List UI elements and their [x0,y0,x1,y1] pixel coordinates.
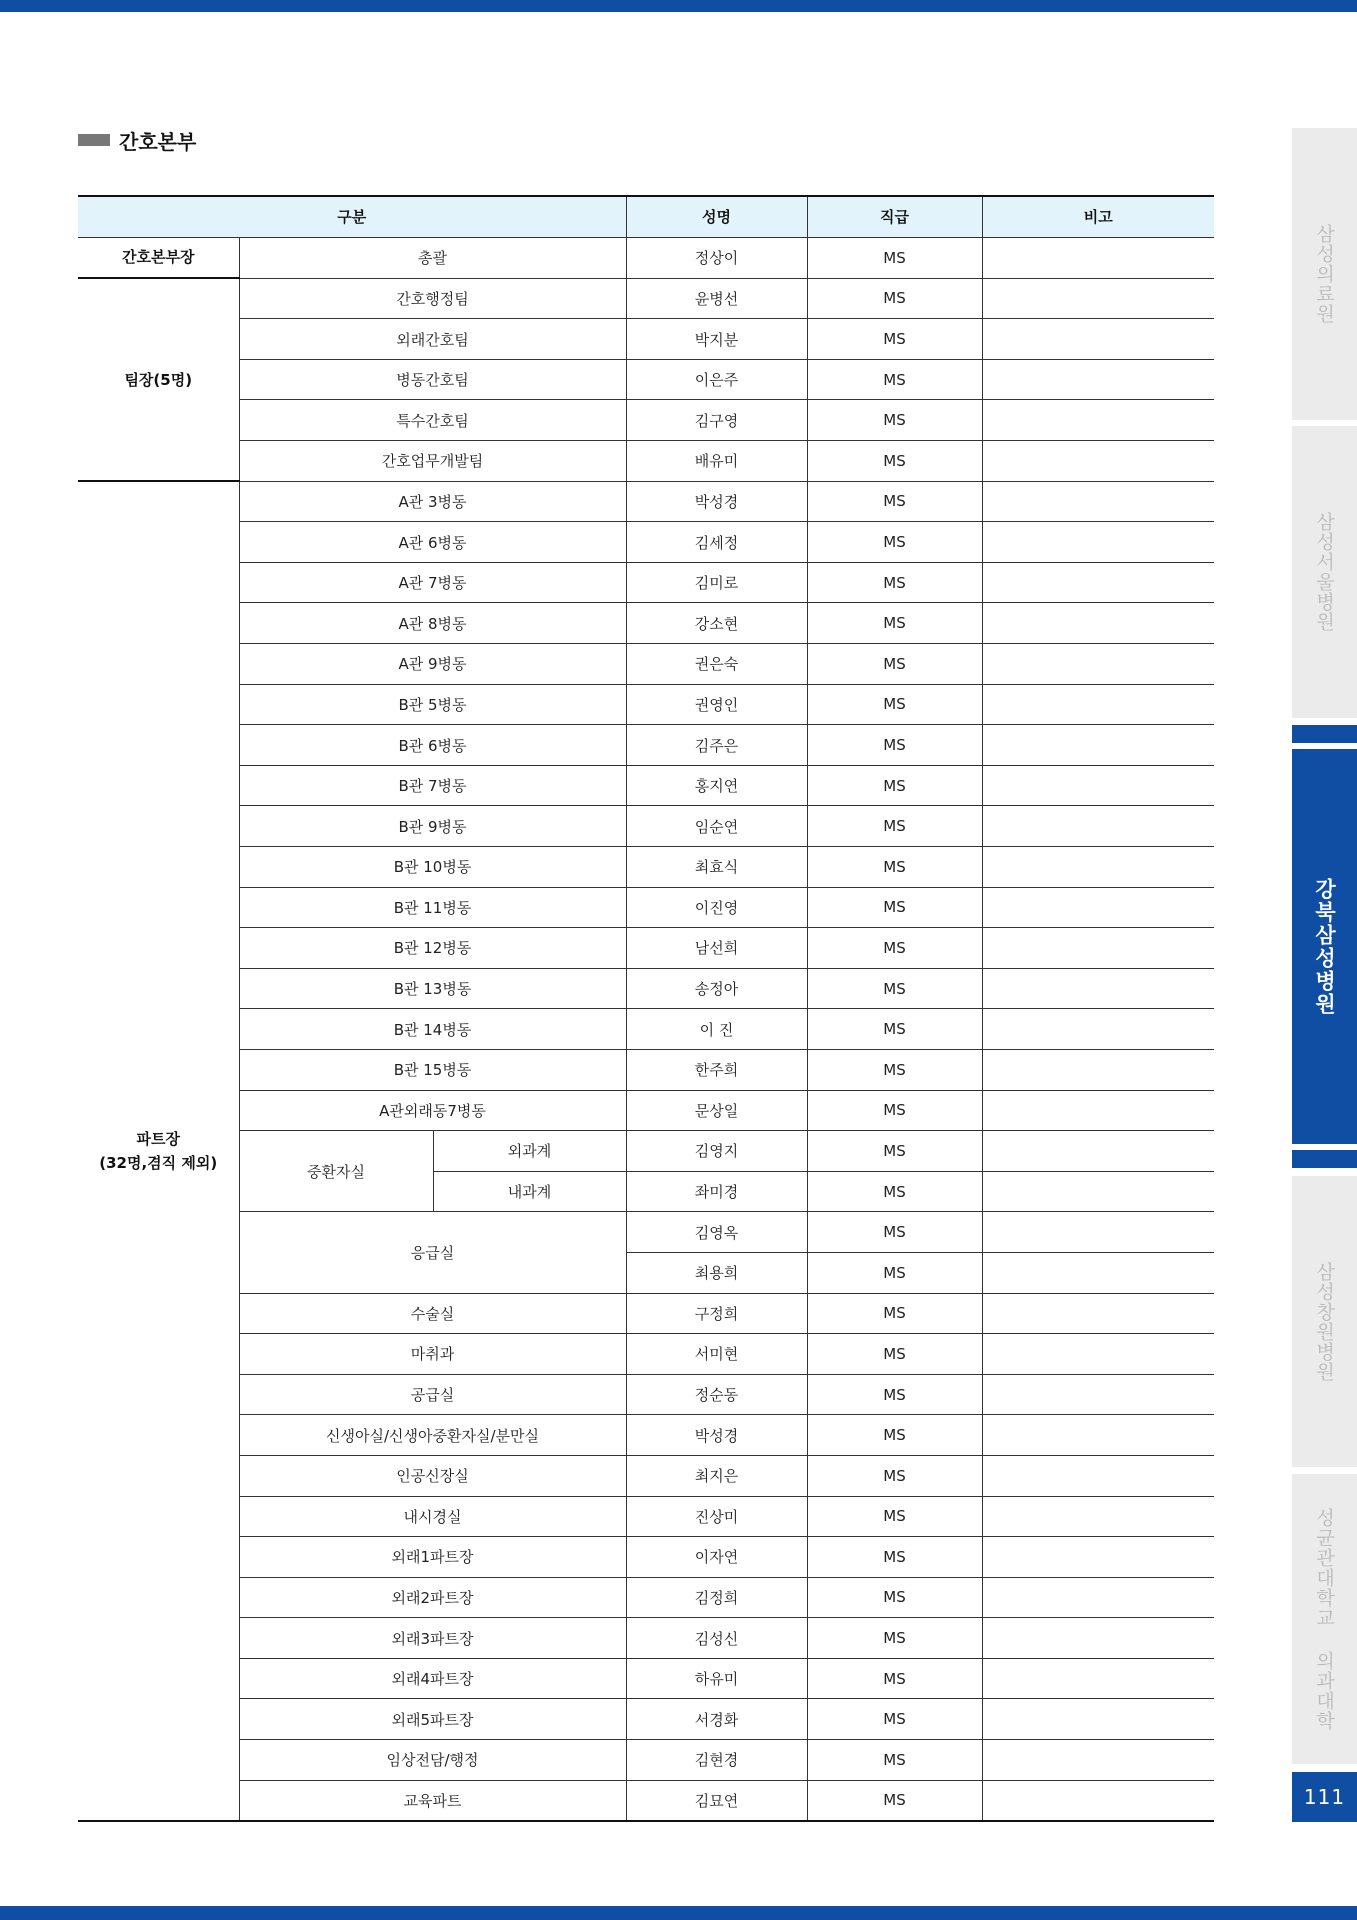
note-cell [982,237,1214,278]
grade-cell: MS [807,1740,982,1781]
unit-cell: 신생아실/신생아중환자실/분만실 [239,1415,626,1456]
active-tab-accent-bottom [1292,1150,1357,1168]
name-cell: 남선희 [626,928,807,969]
note-cell [982,319,1214,360]
side-tab-label: 강북삼성병원 [1312,877,1337,1016]
unit-cell: B관 13병동 [239,968,626,1009]
unit-cell: 특수간호팀 [239,400,626,441]
unit-group-er: 응급실 [239,1212,626,1293]
note-cell [982,481,1214,522]
unit-cell: B관 9병동 [239,806,626,847]
grade-cell: MS [807,1699,982,1740]
subunit-cell: 외과계 [433,1131,626,1172]
unit-cell: A관외래동7병동 [239,1090,626,1131]
table-row [78,847,1214,888]
grade-cell: MS [807,847,982,888]
name-cell: 김영지 [626,1131,807,1172]
grade-cell: MS [807,644,982,685]
note-cell [982,1740,1214,1781]
unit-cell: 외래3파트장 [239,1618,626,1659]
name-cell: 권은숙 [626,644,807,685]
unit-cell: 임상전담/행정 [239,1740,626,1781]
unit-cell: 내시경실 [239,1496,626,1537]
name-cell: 문상일 [626,1090,807,1131]
note-cell [982,1415,1214,1456]
note-cell [982,1090,1214,1131]
name-cell: 정상이 [626,237,807,278]
note-cell [982,441,1214,482]
table-row [78,928,1214,969]
unit-cell: 수술실 [239,1293,626,1334]
table-row [78,644,1214,685]
unit-cell: 총괄 [239,237,626,278]
grade-cell: MS [807,1252,982,1293]
unit-cell: A관 9병동 [239,644,626,685]
name-cell: 진상미 [626,1496,807,1537]
name-cell: 구정희 [626,1293,807,1334]
grade-cell: MS [807,278,982,319]
name-cell: 김미로 [626,562,807,603]
note-cell [982,1780,1214,1821]
table-row [78,1090,1214,1131]
note-cell [982,562,1214,603]
name-cell: 박지분 [626,319,807,360]
table-row [78,1658,1214,1699]
grade-cell: MS [807,1780,982,1821]
unit-cell: B관 10병동 [239,847,626,888]
side-tab-label: 삼성의료원 [1313,224,1335,324]
side-tab-samsung-changwon-hospital[interactable] [1292,1176,1357,1467]
name-cell: 김성신 [626,1618,807,1659]
unit-cell: 간호행정팀 [239,278,626,319]
table-row [78,522,1214,563]
active-tab-accent-top [1292,725,1357,743]
name-cell: 강소현 [626,603,807,644]
unit-cell: 병동간호팀 [239,359,626,400]
table-row [78,1699,1214,1740]
grade-cell: MS [807,1618,982,1659]
grade-cell: MS [807,1577,982,1618]
name-cell: 홍지연 [626,765,807,806]
table-header-row [78,196,1214,237]
unit-cell: 간호업무개발팀 [239,441,626,482]
note-cell [982,1212,1214,1253]
note-cell [982,1334,1214,1375]
table-row [78,1780,1214,1821]
name-cell: 권영인 [626,684,807,725]
grade-cell: MS [807,1212,982,1253]
grade-cell: MS [807,1334,982,1375]
table-row [78,1049,1214,1090]
unit-cell: 외래5파트장 [239,1699,626,1740]
note-cell [982,400,1214,441]
grade-cell: MS [807,359,982,400]
grade-cell: MS [807,562,982,603]
table-row [78,359,1214,400]
note-cell [982,1009,1214,1050]
table-row [78,725,1214,766]
grade-cell: MS [807,1171,982,1212]
name-cell: 임순연 [626,806,807,847]
table-row [78,968,1214,1009]
table-row [78,1334,1214,1375]
name-cell: 이은주 [626,359,807,400]
bottom-accent-bar [0,1906,1357,1920]
table-row [78,1374,1214,1415]
subunit-cell: 내과계 [433,1171,626,1212]
unit-cell: 마취과 [239,1334,626,1375]
note-cell [982,1537,1214,1578]
unit-cell: B관 6병동 [239,725,626,766]
grade-cell: MS [807,684,982,725]
grade-cell: MS [807,968,982,1009]
note-cell [982,1131,1214,1172]
grade-cell: MS [807,1049,982,1090]
note-cell [982,603,1214,644]
grade-cell: MS [807,1455,982,1496]
note-cell [982,1496,1214,1537]
name-cell: 김세정 [626,522,807,563]
name-cell: 하유미 [626,1658,807,1699]
table-row [78,1740,1214,1781]
unit-cell: B관 11병동 [239,887,626,928]
nursing-staff-table [78,195,1214,1822]
name-cell: 최용희 [626,1252,807,1293]
name-cell: 배유미 [626,441,807,482]
table-row [78,237,1214,278]
group-team-leaders-label: 팀장(5명) [124,370,193,389]
note-cell [982,359,1214,400]
note-cell [982,278,1214,319]
note-cell [982,806,1214,847]
group-head: 간호본부장 [78,237,239,278]
table-row [78,562,1214,603]
unit-cell: 교육파트 [239,1780,626,1821]
header-category: 구분 [78,196,626,237]
grade-cell: MS [807,319,982,360]
unit-cell: B관 12병동 [239,928,626,969]
unit-cell: B관 7병동 [239,765,626,806]
group-team-leaders [78,278,239,481]
grade-cell: MS [807,1537,982,1578]
grade-cell: MS [807,1496,982,1537]
name-cell: 송정아 [626,968,807,1009]
section-heading [78,124,196,156]
name-cell: 김구영 [626,400,807,441]
grade-cell: MS [807,237,982,278]
table-row [78,1537,1214,1578]
unit-cell: B관 14병동 [239,1009,626,1050]
name-cell: 한주희 [626,1049,807,1090]
table-row [78,1618,1214,1659]
table-row [78,887,1214,928]
grade-cell: MS [807,1415,982,1456]
note-cell [982,1049,1214,1090]
table-row [78,806,1214,847]
grade-cell: MS [807,928,982,969]
grade-cell: MS [807,1131,982,1172]
table-row [78,1496,1214,1537]
note-cell [982,684,1214,725]
table-row [78,765,1214,806]
unit-group-icu: 중환자실 [239,1131,433,1212]
group-part-leaders [78,481,239,1821]
table-row [78,603,1214,644]
note-cell [982,522,1214,563]
side-tab-label: 삼성창원병원 [1313,1261,1335,1382]
header-name: 성명 [626,196,807,237]
side-tab-skku-medicine[interactable] [1292,1474,1357,1764]
note-cell [982,887,1214,928]
table-row [78,319,1214,360]
side-tab-samsung-seoul-hospital[interactable] [1292,426,1357,718]
grade-cell: MS [807,1658,982,1699]
table-row [78,684,1214,725]
name-cell: 박성경 [626,1415,807,1456]
name-cell: 이자연 [626,1537,807,1578]
name-cell: 정순동 [626,1374,807,1415]
table-row [78,1009,1214,1050]
header-note: 비고 [982,196,1214,237]
note-cell [982,1374,1214,1415]
table-row [78,1131,1214,1172]
side-tab-label: 성균관대학교 의과대학 [1313,1507,1335,1731]
note-cell [982,765,1214,806]
side-tab-label: 삼성서울병원 [1313,512,1335,632]
name-cell: 좌미경 [626,1171,807,1212]
note-cell [982,928,1214,969]
name-cell: 서미현 [626,1334,807,1375]
group-part-leaders-label: 파트장 [136,1130,180,1149]
note-cell [982,1658,1214,1699]
unit-cell: A관 6병동 [239,522,626,563]
page-number: 111 [1292,1772,1357,1822]
side-tab-kangbuk-samsung-hospital[interactable] [1292,749,1357,1144]
name-cell: 이진영 [626,887,807,928]
side-tab-samsung-medical-center[interactable] [1292,128,1357,420]
top-accent-bar [0,0,1357,12]
grade-cell: MS [807,725,982,766]
table-row [78,1293,1214,1334]
grade-cell: MS [807,1293,982,1334]
note-cell [982,1171,1214,1212]
grade-cell: MS [807,887,982,928]
grade-cell: MS [807,1009,982,1050]
unit-cell: 외래4파트장 [239,1658,626,1699]
name-cell: 김주은 [626,725,807,766]
group-part-leaders-sublabel: (32명,겸직 제외) [99,1154,218,1173]
unit-cell: 공급실 [239,1374,626,1415]
table-row [78,1455,1214,1496]
note-cell [982,1455,1214,1496]
table-row [78,400,1214,441]
table-row [78,278,1214,319]
note-cell [982,1577,1214,1618]
note-cell [982,1252,1214,1293]
unit-cell: B관 15병동 [239,1049,626,1090]
table-row [78,441,1214,482]
unit-cell: A관 3병동 [239,481,626,522]
unit-cell: 외래2파트장 [239,1577,626,1618]
note-cell [982,1699,1214,1740]
grade-cell: MS [807,765,982,806]
unit-cell: A관 8병동 [239,603,626,644]
note-cell [982,847,1214,888]
grade-cell: MS [807,522,982,563]
table-row [78,1415,1214,1456]
grade-cell: MS [807,1374,982,1415]
note-cell [982,968,1214,1009]
note-cell [982,1293,1214,1334]
unit-cell: 외래간호팀 [239,319,626,360]
table-row [78,1577,1214,1618]
name-cell: 최효식 [626,847,807,888]
grade-cell: MS [807,400,982,441]
note-cell [982,644,1214,685]
unit-cell: B관 5병동 [239,684,626,725]
name-cell: 박성경 [626,481,807,522]
name-cell: 서경화 [626,1699,807,1740]
unit-cell: A관 7병동 [239,562,626,603]
name-cell: 김묘연 [626,1780,807,1821]
name-cell: 김영옥 [626,1212,807,1253]
grade-cell: MS [807,603,982,644]
section-marker-icon [78,134,110,146]
name-cell: 김정희 [626,1577,807,1618]
header-grade: 직급 [807,196,982,237]
grade-cell: MS [807,806,982,847]
section-title: 간호본부 [119,129,197,154]
unit-cell: 인공신장실 [239,1455,626,1496]
name-cell: 이 진 [626,1009,807,1050]
grade-cell: MS [807,1090,982,1131]
note-cell [982,1618,1214,1659]
table-row [78,1212,1214,1253]
unit-cell: 외래1파트장 [239,1537,626,1578]
grade-cell: MS [807,481,982,522]
note-cell [982,725,1214,766]
table-row [78,481,1214,522]
name-cell: 윤병선 [626,278,807,319]
grade-cell: MS [807,441,982,482]
name-cell: 최지은 [626,1455,807,1496]
name-cell: 김현경 [626,1740,807,1781]
